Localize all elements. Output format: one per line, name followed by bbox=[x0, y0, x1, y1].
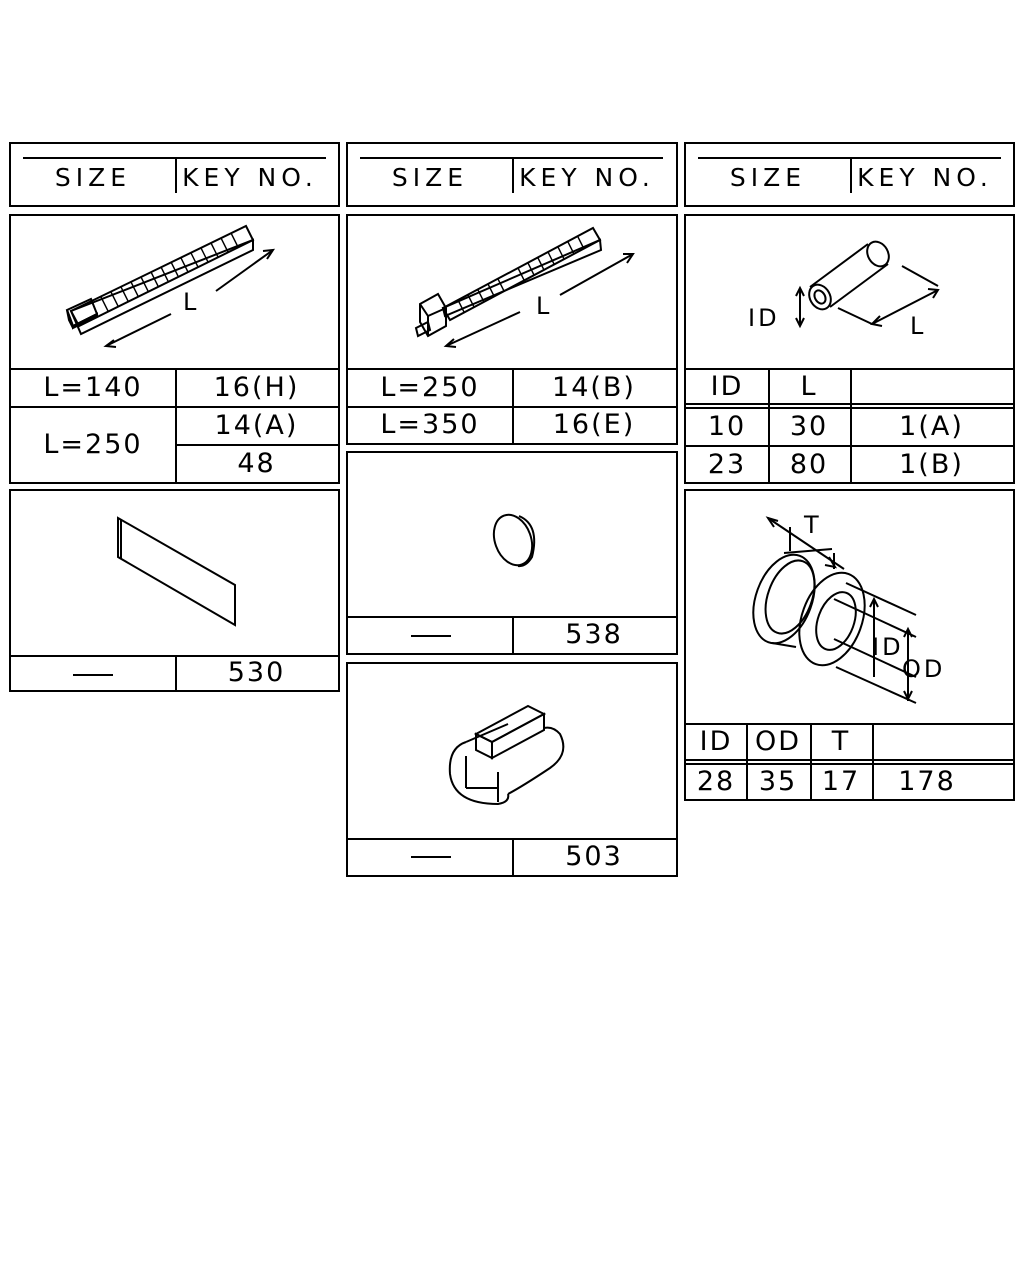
od-header: OD bbox=[754, 725, 802, 757]
key-cell: 530 bbox=[227, 657, 286, 688]
header-box-col1 bbox=[9, 142, 340, 207]
length-label: L bbox=[536, 292, 550, 320]
size-header: SIZE bbox=[391, 162, 469, 192]
id-label: ID bbox=[748, 304, 780, 332]
plate-panel bbox=[9, 489, 340, 692]
cable-tie-a-panel bbox=[9, 214, 340, 484]
l-cell: 80 bbox=[789, 448, 829, 480]
t-header: T bbox=[831, 725, 851, 757]
size-header: SIZE bbox=[729, 162, 807, 192]
id-cell: 10 bbox=[707, 411, 747, 442]
block-panel bbox=[346, 662, 678, 877]
disc-panel bbox=[346, 451, 678, 655]
size-header: SIZE bbox=[54, 162, 132, 192]
key-cell: 16(E) bbox=[552, 409, 636, 440]
length-label: L bbox=[910, 312, 924, 340]
length-label: L bbox=[183, 288, 197, 316]
od-cell: 35 bbox=[758, 766, 798, 797]
grommet-panel bbox=[684, 489, 1015, 801]
l-header: L bbox=[800, 370, 818, 402]
id-cell: 28 bbox=[696, 766, 736, 797]
no-size-dash bbox=[73, 674, 113, 676]
no-size-dash bbox=[411, 856, 451, 858]
no-size-dash bbox=[411, 635, 451, 637]
id-header: ID bbox=[699, 725, 733, 757]
size-cell: L=250 bbox=[380, 371, 480, 403]
od-label: OD bbox=[902, 655, 946, 683]
size-cell: L=140 bbox=[43, 371, 143, 403]
key-cell: 538 bbox=[565, 619, 623, 650]
header-box-col2 bbox=[346, 142, 678, 207]
size-cell: L=250 bbox=[43, 428, 143, 460]
id-cell: 23 bbox=[707, 448, 747, 480]
id-label: ID bbox=[872, 633, 904, 661]
key-no-header: KEY NO. bbox=[857, 162, 993, 192]
t-cell: 17 bbox=[821, 766, 861, 797]
tube-panel bbox=[684, 214, 1015, 484]
l-cell: 30 bbox=[789, 411, 829, 442]
size-cell: L=350 bbox=[380, 409, 480, 440]
cable-tie-b-panel bbox=[346, 214, 678, 445]
key-header bbox=[872, 723, 1013, 759]
key-cell: 503 bbox=[565, 841, 623, 872]
key-cell: 1(A) bbox=[899, 411, 964, 442]
key-cell: 14(A) bbox=[214, 409, 299, 441]
t-label: T bbox=[804, 511, 819, 539]
key-header bbox=[850, 368, 1013, 404]
id-header: ID bbox=[710, 370, 744, 402]
key-cell: 178 bbox=[898, 766, 956, 797]
header-box-col3 bbox=[684, 142, 1015, 207]
key-cell: 1(B) bbox=[899, 448, 964, 480]
key-no-header: KEY NO. bbox=[182, 162, 318, 192]
key-cell: 48 bbox=[237, 447, 276, 479]
key-cell: 16(H) bbox=[213, 371, 300, 403]
key-no-header: KEY NO. bbox=[519, 162, 655, 192]
key-cell: 14(B) bbox=[552, 371, 636, 403]
